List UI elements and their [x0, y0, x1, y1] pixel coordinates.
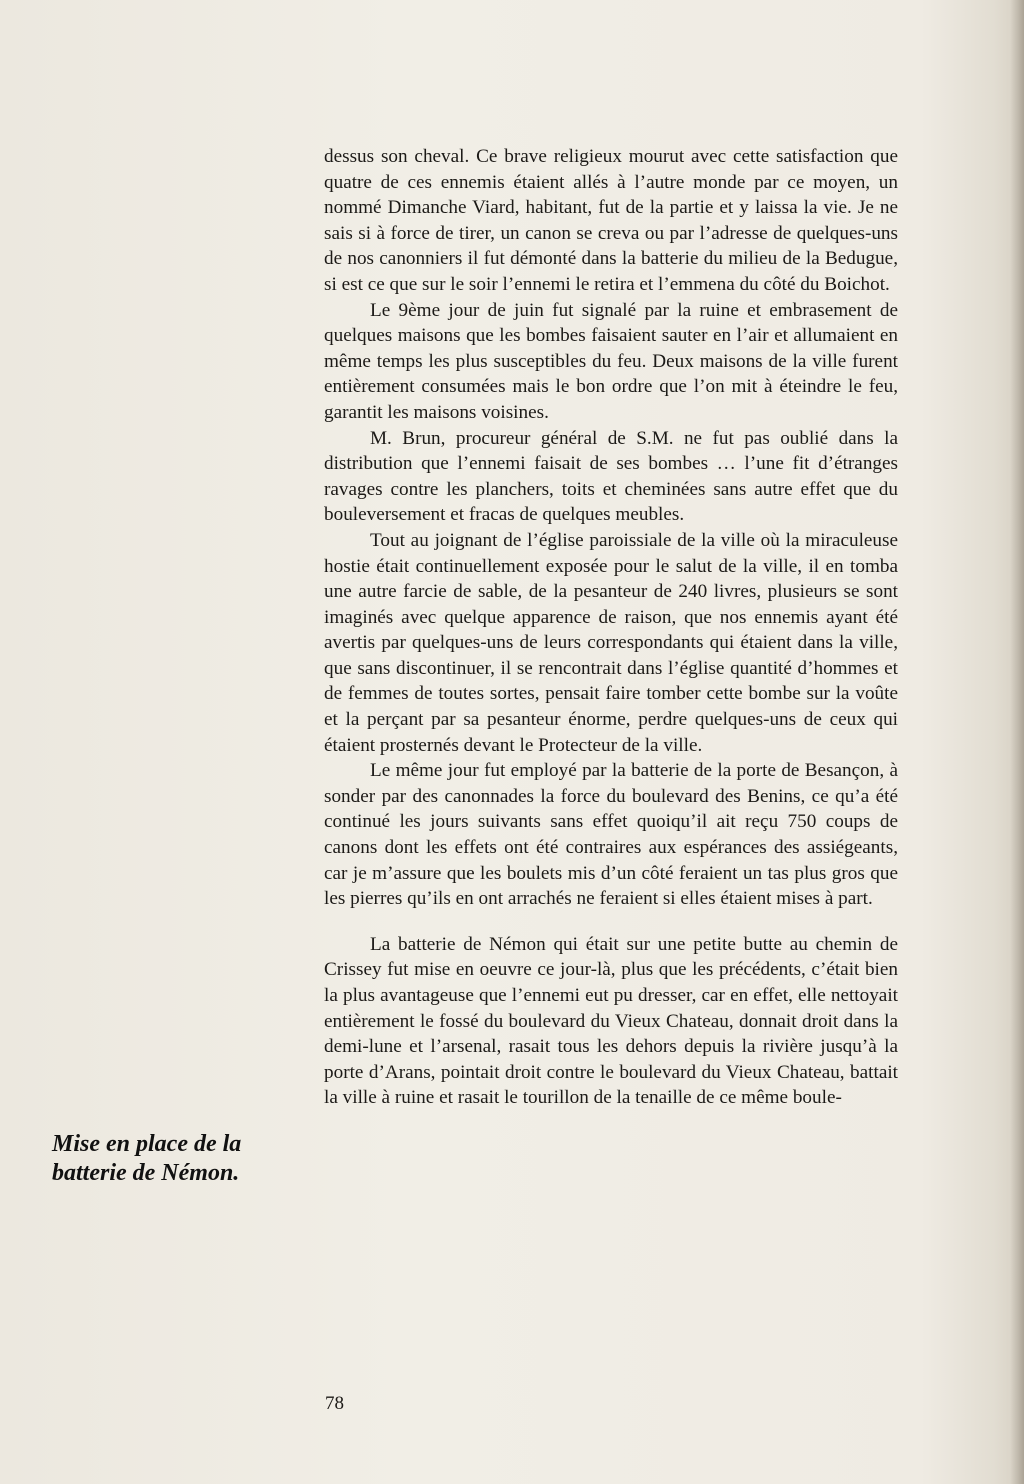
margin-note: Mise en place de la batterie de Némon.: [52, 1131, 242, 1186]
paragraph: dessus son cheval. Ce brave religieux mourut avec cette satisfaction que quatre de ces ennemis étaient allés à l’autre monde par ce moyen, un nommé Dimanche Viard, habitant, fut de la partie et y laissa la vie. Je ne sais si à force de tirer, un canon se creva ou par l’adresse de quelques-uns de nos canonniers il fut démonté dans la batterie du milieu de la Bedugue, si est ce que sur le soir l’ennemi le retira et l’emmena du côté du Boichot.: [324, 146, 898, 295]
page-number: 78: [325, 1393, 344, 1414]
paragraph: Tout au joignant de l’église paroissiale de la ville où la miraculeuse hostie était continuellement exposée pour le salut de la ville, il en tomba une autre farcie de sable, de la pesanteur de 240 livres, plusieurs se sont imaginés avec quelque apparence de raison, que nos ennemis ayant été avertis par quelques-uns de leurs correspondants qui étaient dans la ville, que sans discontinuer, il se rencontrait dans l’église quantité d’hommes et de femmes de toutes sortes, pensait faire tomber cette bombe sur la voûte et la perçant par sa pesanteur énorme, perdre quelques-uns de ceux qui étaient prosternés devant le Protecteur de la ville.: [324, 529, 898, 756]
paragraph: La batterie de Némon qui était sur une petite butte au chemin de Crissey fut mise en oeuvre ce jour-là, plus que les précédents, c’était bien la plus avantageuse que l’ennemi eut pu dresser, car en effet, elle nettoyait entièrement le fossé du boulevard du Vieux Chateau, donnait droit dans la demi-lune et l’arsenal, rasait tous les dehors depuis la rivière jusqu’à la porte d’Arans, pointait droit contre le boulevard du Vieux Chateau, battait la ville à ruine et rasait le tourillon de la tenaille de ce même boule-: [324, 933, 898, 1109]
paragraph: M. Brun, procureur général de S.M. ne fut pas oublié dans la distribution que l’ennemi faisait de ses bombes … l’une fit d’étranges ravages contre les planchers, toits et cheminées sans autre effet que du bouleversement et fracas de quelques meubles.: [324, 427, 898, 526]
main-text-column: [324, 144, 898, 1111]
paragraph: Le même jour fut employé par la batterie de la porte de Besançon, à sonder par des canonnades la force du boulevard des Benins, ce qu’a été continué les jours suivants sans effet quoiqu’il ait reçu 750 coups de canons dont les effets ont été contraires aux espérances des assiégeants, car je m’assure que les boulets mis d’un côté feraient un tas plus gros que les pierres qu’ils en ont arrachés ne feraient si elles étaient mises à part.: [324, 760, 898, 910]
page-edge-shadow: [1010, 0, 1024, 1484]
paragraph: Le 9ème jour de juin fut signalé par la ruine et embrasement de quelques maisons que les bombes faisaient sauter en l’air et allumaient en même temps les plus susceptibles du feu. Deux maisons de la ville furent entièrement consumées mais le bon ordre que l’on mit à éteindre le feu, garantit les maisons voisines.: [324, 299, 898, 423]
